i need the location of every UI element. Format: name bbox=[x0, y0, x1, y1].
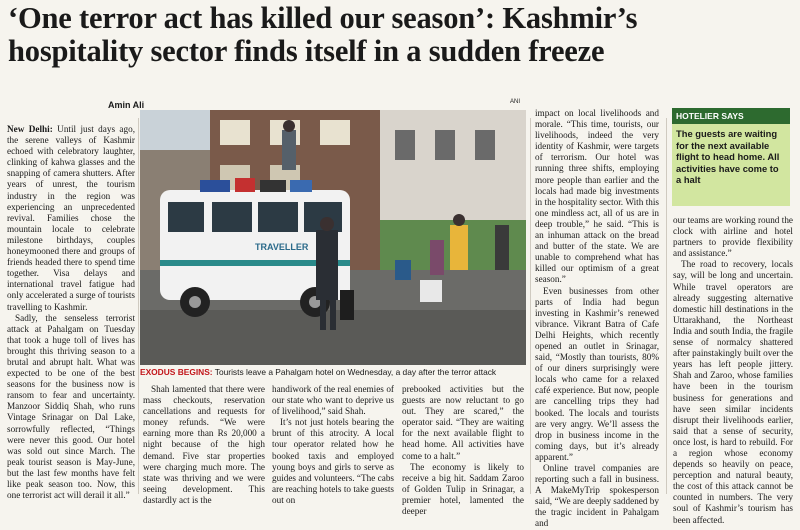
paragraph: Shah lamented that there were mass checkouts, reservation cancellations and requests for money refunds. “We were earning more than Rs 20,000 a night because of the high demand. Five star properties were charging much more. The state was thriving and we were seeing development. This dastardly act is the bbox=[143, 384, 265, 505]
news-photo bbox=[140, 110, 526, 365]
column-divider bbox=[530, 118, 531, 494]
article-column-2 bbox=[143, 384, 265, 506]
article-column-5 bbox=[535, 108, 659, 530]
paragraph: The road to recovery, locals say, will be long and uncertain. While travel operators are already suggesting alternative domestic hill destinations in the Uttarakhand, the Northeast India and south India, the fragile sense of normalcy shattered after painstakingly built over the years has left people jittery. Shah and Zaroo, whose families have been in the tourism business for generations and have seen similar incidents disrupt their livelihoods earlier, said that a sense of security, once lost, is hard to rebuild. For a region whose economy depends so heavily on peace, perception and natural beauty, the cost of this attack cannot be counted in numbers. The very soul of Kashmir’s tourism has been affected. bbox=[673, 259, 793, 525]
quote-box-label: HOTELIER SAYS bbox=[672, 108, 790, 124]
paragraph: impact on local livelihoods and morale. “This time, tourists, our livelihoods, indeed the very identity of Kashmir, were targets of terrorism. Our hotel was running three shifts, employing more people than earlier and the locals had made big investments in the hospitality sector. With this one mindless act, all of us are in deep trouble,” he said. “This is an inhuman attack on the bread and butter of the state. We are unable to comprehend what has killed our optimism of a great season.” bbox=[535, 108, 659, 285]
article-column-4 bbox=[402, 384, 524, 517]
paragraph: The economy is likely to receive a big hit. Saddam Zaroo of Golden Tulip in Srinagar, a premier hotel, lamented the deeper bbox=[402, 461, 524, 517]
caption-lead: EXODUS BEGINS: bbox=[140, 367, 213, 377]
paragraph: handiwork of the real enemies of our state who want to deprive us of livelihood,” said Shah. bbox=[272, 384, 394, 417]
photo-credit: ANI bbox=[510, 99, 521, 105]
article-column-1 bbox=[7, 124, 135, 501]
headline bbox=[8, 2, 792, 68]
paragraph: Online travel companies are reporting such a fall in business. A MakeMyTrip spokesperson said, “We are deeply saddened by the tragic incident in Pahalgam and bbox=[535, 463, 659, 529]
article-column-3 bbox=[272, 384, 394, 506]
column-divider bbox=[666, 118, 667, 494]
paragraph: New Delhi: Until just days ago, the serene valleys of Kashmir echoed with celebratory laughter, clinking of kahwa glasses and the snapping of camera shutters. After years of unrest, the tourism industry in the region was experiencing an unprecedented revival. Families chose the mountain locale to celebrate milestone birthdays, couples honeymooned there and groups of friends headed there to spend time together. Visa delays and international travel fatigue had only accelerated a surge of tourists travelling to Kashmir. bbox=[7, 124, 135, 312]
hotelier-quote-box bbox=[672, 108, 790, 206]
quote-box-text: The guests are waiting for the next available flight to head home. All activities have come to a halt bbox=[676, 128, 780, 186]
paragraph: Even businesses from other parts of India had begun investing in Kashmir’s renewed vibrance. Vikrant Batra of Cafe Delhi Heights, which recently opened an outlet in Srinagar, said, “Mostly than tourists, 80% of our diners surprisingly were locals who came for a relaxed café experience. But now, people are cancelling trips they had booked. The locals and tourists are very angry. We’ll assess the drop in business income in the coming days, but it’s already apparent.” bbox=[535, 285, 659, 462]
article-column-6 bbox=[673, 215, 793, 526]
headline-line-1: ‘One terror act has killed our season’: Kashmir’s bbox=[8, 1, 638, 35]
column-divider bbox=[138, 118, 139, 494]
byline: Amin Ali bbox=[108, 100, 145, 110]
paragraph: Sadly, the senseless terrorist attack at Pahalgam on Tuesday that took a huge toll of lives has brought this thriving season to a brutal and abrupt halt. What was expected to be one of the best seasons for the business now is ransom to fear and uncertainty. Manzoor Siddiq Shah, who runs Vintage Srinagar on Dal Lake, sorrowfully reflected, “Things were never this good. Our hotel was sold out since March. The peak tourist season is May-June, but the last few months have felt like peak season too. Now, this one terrorist act will derail it all.” bbox=[7, 312, 135, 501]
headline-line-2: hospitality sector finds itself in a sudden freeze bbox=[8, 34, 605, 68]
photo-caption bbox=[140, 367, 526, 378]
caption-text: Tourists leave a Pahalgam hotel on Wednesday, a day after the terror attack bbox=[212, 367, 497, 377]
tourist-van-photo bbox=[140, 110, 526, 365]
dateline: New Delhi: bbox=[7, 124, 53, 134]
van-label: TRAVELLER bbox=[255, 242, 309, 252]
paragraph: prebooked activities but the guests are now reluctant to go out. They are scared,” the operator said. “They are waiting for the next available flight to head home. All activities have come to a halt.” bbox=[402, 384, 524, 461]
paragraph: our teams are working round the clock with airline and hotel partners to provide flexibility and assistance.” bbox=[673, 215, 793, 259]
paragraph: It’s not just hotels bearing the brunt of this atrocity. A local tour operator related how he booked taxis and employed young boys and girls to serve as guides and volunteers. “The cabs are reaching hotels to take guests out on bbox=[272, 417, 394, 505]
